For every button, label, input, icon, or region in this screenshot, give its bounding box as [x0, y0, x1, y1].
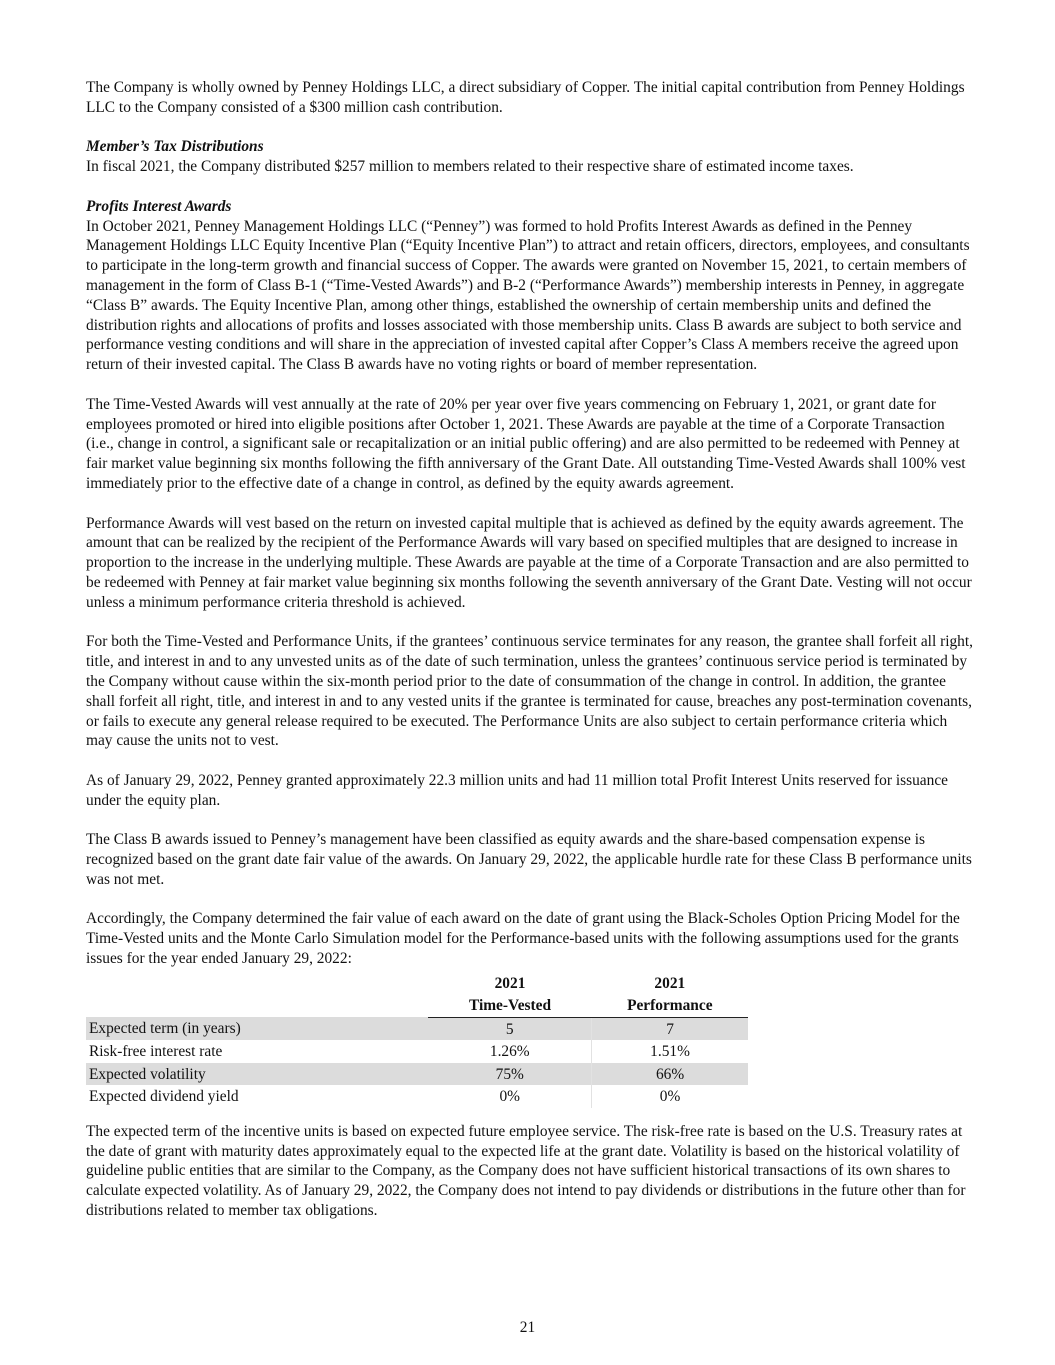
row-time-vested-value: 5	[428, 1017, 591, 1040]
row-performance-value: 0%	[592, 1085, 748, 1108]
table-row	[86, 1017, 748, 1040]
row-time-vested-value: 1.26%	[428, 1040, 591, 1063]
page-number: 21	[519, 1319, 536, 1336]
table-header-row-type	[86, 995, 748, 1018]
table-row	[86, 1040, 748, 1063]
assumptions-table	[86, 973, 748, 1108]
profits-interest-section	[86, 197, 976, 969]
profits-paragraph-6: The Class B awards issued to Penney’s management have been classified as equity awards and the share-based compensation expense is recognized based on the grant date fair value of the awards. On January 29, 2022, the applicable hurdle rate for these Class B performance units was not met.	[86, 831, 972, 888]
closing-paragraph: The expected term of the incentive units is based on expected future employee service. The risk-free rate is based on the U.S. Treasury rates at the date of grant with maturity dates approximately equal to the expected life at the grant date. Volatility is based on the historical volatility of guideline public entities that are similar to the Company, as the Company does not have sufficient historical transactions of its own shares to calculate expected volatility. As of January 29, 2022, the Company does not intend to pay dividends or distributions in the future other than for distributions related to member tax obligations.	[86, 1122, 966, 1220]
tax-distributions-heading: Member’s Tax Distributions	[86, 138, 264, 156]
profits-interest-heading: Profits Interest Awards	[86, 197, 232, 215]
tax-distributions-section	[86, 137, 976, 177]
row-performance-value: 1.51%	[592, 1040, 748, 1063]
profits-paragraph-4: For both the Time-Vested and Performance Units, if the grantees’ continuous service terminates for any reason, the grantee shall forfeit all right, title, and interest in and to any unvested units as of the date of such termination, unless the grantees’ continuous service period is terminated by the Company without cause within the six-month period prior to the date of consummation of the change in control. In addition, the grantee shall forfeit all right, title, and interest in and to any vested units if the grantee is terminated for cause, breaches any post-termination covenants, or fails to execute any general release required to be executed. The Performance Units are also subject to certain performance criteria which may cause the units not to vest.	[86, 633, 973, 750]
profits-paragraph-3: Performance Awards will vest based on the return on invested capital multiple that is achieved as defined by the equity awards agreement. The amount that can be realized by the recipient of the Performance Awards will vary based on specified multiples that are designed to increase in proportion to the increase in the underlying multiple. These Awards are payable at the time of a Corporate Transaction and are also permitted to be redeemed with Penney at fair market value beginning six months following the seventh anniversary of the Grant Date. Vesting will not occur unless a minimum performance criteria threshold is achieved.	[86, 514, 972, 611]
document-page	[86, 78, 976, 1241]
row-label: Risk-free interest rate	[89, 1043, 223, 1061]
header-year-performance: 2021	[654, 975, 686, 993]
row-time-vested-value: 0%	[428, 1085, 591, 1108]
row-label: Expected term (in years)	[86, 1017, 428, 1040]
row-label: Expected dividend yield	[89, 1088, 239, 1106]
profits-paragraph-5: As of January 29, 2022, Penney granted approximately 22.3 million units and had 11 million total Profit Interest Units reserved for issuance under the equity plan.	[86, 771, 948, 809]
row-label: Expected volatility	[86, 1063, 428, 1086]
table-row	[86, 1085, 748, 1108]
table-row	[86, 1063, 748, 1086]
row-performance-value: 66%	[592, 1063, 748, 1086]
profits-paragraph-1: In October 2021, Penney Management Holdings LLC (“Penney”) was formed to hold Profits Interest Awards as defined in the Penney Management Holdings LLC Equity Incentive Plan (“Equity Incentive Plan”) to attract and retain officers, directors, employees, and consultants to participate in the long-term growth and financial success of Copper. The awards were granted on November 15, 2021, to certain members of management in the form of Class B-1 (“Time-Vested Awards”) and B-2 (“Performance Awards”) membership interests in Penney, in aggregate “Class B” awards. The Equity Incentive Plan, among other things, established the ownership of certain membership units and defined the distribution rights and allocations of profits and losses associated with those membership units. Class B awards are subject to both service and performance vesting conditions and will share in the appreciation of invested capital after Copper’s Class A members receive the agreed upon return of their invested capital. The Class B awards have no voting rights or board of member representation.	[86, 217, 970, 374]
tax-distributions-paragraph: In fiscal 2021, the Company distributed $257 million to members related to their respective share of estimated income taxes.	[86, 158, 854, 176]
header-performance: Performance	[592, 995, 748, 1018]
header-time-vested: Time-Vested	[428, 995, 591, 1018]
profits-paragraph-7: Accordingly, the Company determined the fair value of each award on the date of grant using the Black-Scholes Option Pricing Model for the Time-Vested units and the Monte Carlo Simulation model for the Performance-based units with the following assumptions used for the grants issues for the year ended January 29, 2022:	[86, 910, 960, 968]
profits-paragraph-2: The Time-Vested Awards will vest annually at the rate of 20% per year over five years commencing on February 1, 2021, or grant date for employees promoted or hired into eligible positions after October 1, 2021. These Awards are payable at the time of a Corporate Transaction (i.e., change in control, a significant sale or recapitalization or an initial public offering) and are also permitted to be redeemed with Penney at fair market value beginning six months following the fifth anniversary of the Grant Date. All outstanding Time-Vested Awards shall 100% vest immediately prior to the effective date of a change in control, as defined by the equity awards agreement.	[86, 395, 966, 492]
table-header-row-year	[86, 973, 748, 995]
header-year-time-vested: 2021	[494, 975, 526, 993]
row-time-vested-value: 75%	[428, 1063, 591, 1086]
row-performance-value: 7	[592, 1017, 748, 1040]
intro-paragraph: The Company is wholly owned by Penney Holdings LLC, a direct subsidiary of Copper. The initial capital contribution from Penney Holdings LLC to the Company consisted of a $300 million cash contribution.	[86, 79, 965, 116]
